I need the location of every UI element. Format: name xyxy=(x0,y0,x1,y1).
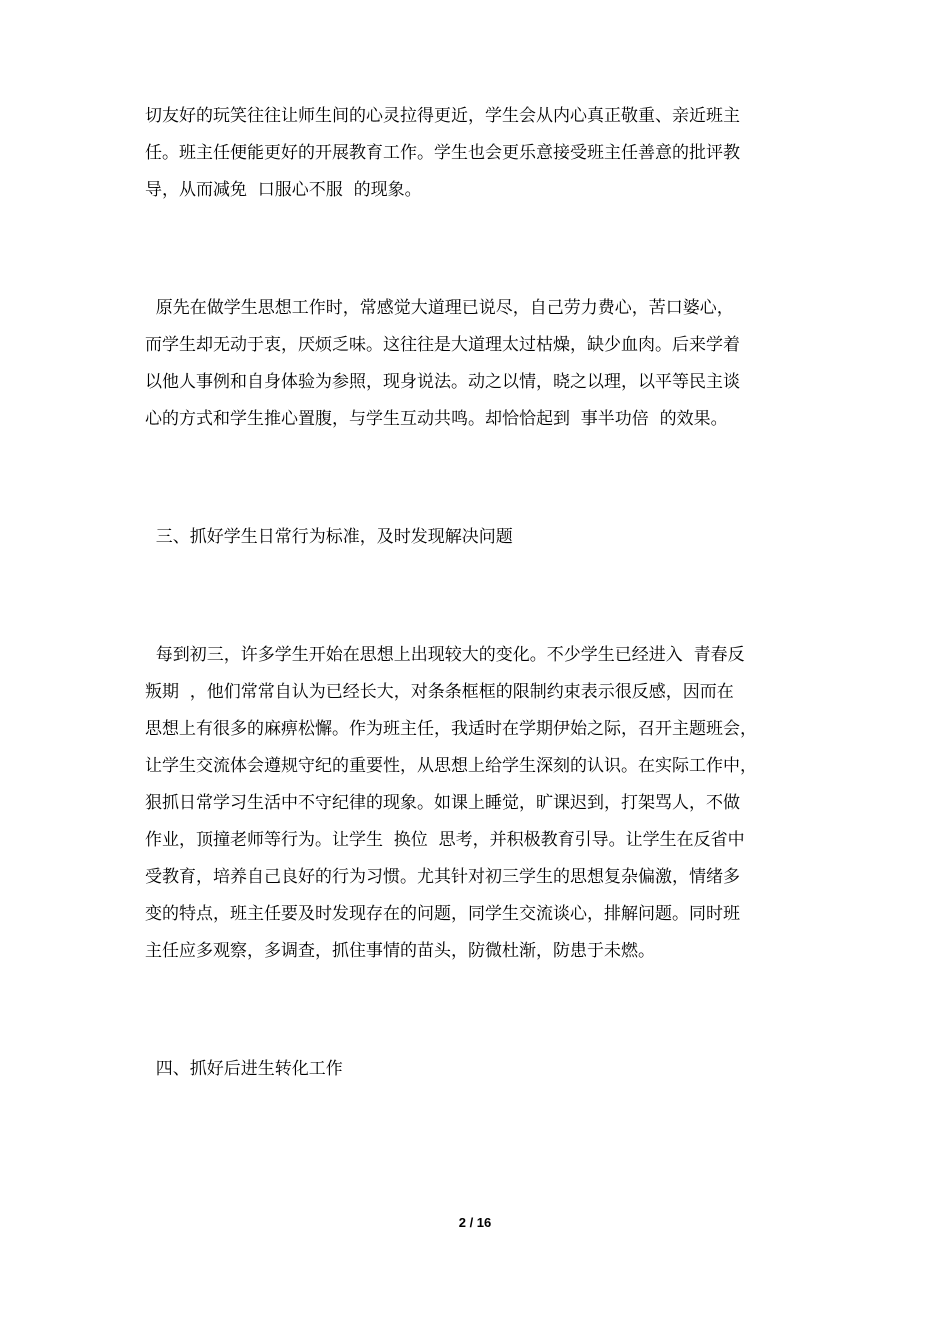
paragraph-line: 让学生交流体会遵规守纪的重要性，从思想上给学生深刻的认识。在实际工作中， xyxy=(145,756,757,776)
paragraph-line: 狠抓日常学习生活中不守纪律的现象。如课上睡觉，旷课迟到，打架骂人，不做 xyxy=(145,793,740,813)
paragraph-3 xyxy=(145,637,815,970)
paragraph-line: 以他人事例和自身体验为参照，现身说法。动之以情，晓之以理，以平等民主谈 xyxy=(145,372,740,392)
paragraph-line: 心的方式和学生推心置腹，与学生互动共鸣。却恰恰起到 事半功倍 的效果。 xyxy=(145,409,728,429)
paragraph-line: 导，从而减免 口服心不服 的现象。 xyxy=(145,180,422,200)
paragraph-line: 主任应多观察，多调查，抓住事情的苗头，防微杜渐，防患于未燃。 xyxy=(145,941,655,961)
paragraph-line: 作业，顶撞老师等行为。让学生 换位 思考，并积极教育引导。让学生在反省中 xyxy=(145,830,745,850)
paragraph-line: 叛期 ，他们常常自认为已经长大，对条条框框的限制约束表示很反感，因而在 xyxy=(145,682,734,702)
section-heading-3 xyxy=(145,519,815,556)
paragraph-line: 原先在做学生思想工作时，常感觉大道理已说尽，自己劳力费心，苦口婆心， xyxy=(145,298,734,318)
paragraph-2 xyxy=(145,290,815,438)
paragraph-line: 每到初三，许多学生开始在思想上出现较大的变化。不少学生已经进入 青春反 xyxy=(145,645,745,665)
paragraph-line: 切友好的玩笑往往让师生间的心灵拉得更近，学生会从内心真正敬重、亲近班主 xyxy=(145,106,740,126)
paragraph-line: 任。班主任便能更好的开展教育工作。学生也会更乐意接受班主任善意的批评教 xyxy=(145,143,740,163)
paragraph-1 xyxy=(145,98,815,209)
paragraph-line: 思想上有很多的麻痹松懈。作为班主任，我适时在学期伊始之际，召开主题班会， xyxy=(145,719,757,739)
page-number: 2 / 16 xyxy=(458,1215,492,1230)
section-heading-4 xyxy=(145,1051,815,1088)
document-body xyxy=(145,98,815,1088)
paragraph-line: 而学生却无动于衷，厌烦乏味。这往往是大道理太过枯燥，缺少血肉。后来学着 xyxy=(145,335,740,355)
heading-line: 三、抓好学生日常行为标准，及时发现解决问题 xyxy=(145,527,513,547)
paragraph-line: 受教育，培养自己良好的行为习惯。尤其针对初三学生的思想复杂偏激，情绪多 xyxy=(145,867,740,887)
heading-line: 四、抓好后进生转化工作 xyxy=(145,1059,343,1079)
paragraph-line: 变的特点，班主任要及时发现存在的问题，同学生交流谈心，排解问题。同时班 xyxy=(145,904,740,924)
